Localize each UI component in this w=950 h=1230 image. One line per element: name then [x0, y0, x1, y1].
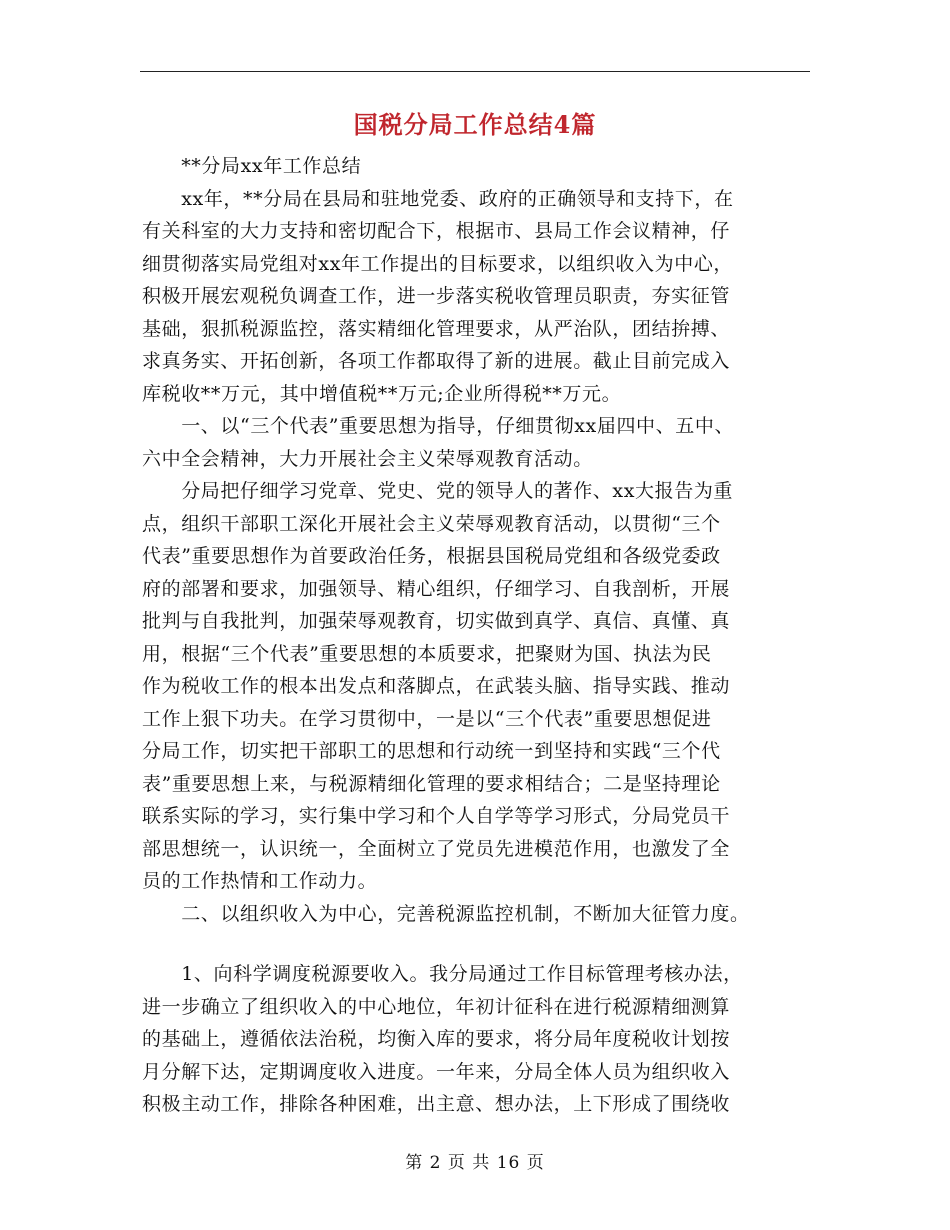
text-line: 点，组织干部职工深化开展社会主义荣辱观教育活动，以贯彻“三个 [142, 512, 721, 535]
text-line: 联系实际的学习，实行集中学习和个人自学等学习形式，分局党员干 [142, 805, 731, 827]
text-line: 部思想统一，认识统一，全面树立了党员先进模范作用，也激发了全 [142, 837, 731, 860]
text-line: 二、以组织收入为中心，完善税源监控机制，不断加大征管力度。 [142, 902, 750, 925]
text-line: 基础，狠抓税源监控，落实精细化管理要求，从严治队，团结拚搏、 [142, 317, 731, 340]
text-line: 1、向科学调度税源要收入。我分局通过工作目标管理考核办法， [142, 963, 743, 985]
text-line: 分局工作，切实把干部职工的思想和行动统一到坚持和实践“三个代 [142, 740, 721, 762]
text-line: 的基础上，遵循依法治税，均衡入库的要求，将分局年度税收计划按 [142, 1028, 731, 1050]
page-footer: 第 2 页 共 16 页 [405, 1153, 545, 1173]
text-line: 用，根据“三个代表”重要思想的本质要求，把聚财为国、执法为民 [142, 642, 712, 665]
text-line: **分局xx年工作总结 [142, 155, 362, 177]
text-line: 六中全会精神，大力开展社会主义荣辱观教育活动。 [142, 447, 593, 470]
text-line: 工作上狠下功夫。在学习贯彻中，一是以“三个代表”重要思想促进 [142, 707, 712, 730]
header-rule [140, 71, 810, 72]
text-line: 代表”重要思想作为首要政治任务，根据县国税局党组和各级党委政 [142, 545, 721, 567]
text-line: 求真务实、开拓创新，各项工作都取得了新的进展。截止目前完成入 [142, 350, 731, 372]
text-line: 员的工作热情和工作动力。 [142, 870, 378, 892]
text-line: 府的部署和要求，加强领导、精心组织，仔细学习、自我剖析，开展 [142, 577, 731, 600]
text-line: 积极主动工作，排除各种困难，出主意、想办法，上下形成了围绕收 [142, 1093, 731, 1115]
text-line: xx年，**分局在县局和驻地党委、政府的正确领导和支持下，在 [142, 187, 734, 210]
text-line: 月分解下达，定期调度收入进度。一年来，分局全体人员为组织收入 [142, 1060, 731, 1083]
text-line: 表”重要思想上来，与税源精细化管理的要求相结合；二是坚持理论 [142, 772, 721, 795]
text-line: 一、以“三个代表”重要思想为指导，仔细贯彻xx届四中、五中、 [142, 415, 735, 437]
document-body [142, 150, 822, 1121]
text-line: 作为税收工作的根本出发点和落脚点，在武装头脑、指导实践、推动 [142, 675, 731, 697]
document-title: 国税分局工作总结4篇 [353, 110, 597, 139]
text-line: 积极开展宏观税负调查工作，进一步落实税收管理员职责，夯实征管 [142, 285, 731, 307]
text-line: 进一步确立了组织收入的中心地位，年初计征科在进行税源精细测算 [142, 995, 731, 1018]
text-line: 细贯彻落实局党组对xx年工作提出的目标要求，以组织收入为中心， [142, 252, 734, 275]
text-line: 分局把仔细学习党章、党史、党的领导人的著作、xx大报告为重 [142, 480, 734, 502]
text-line: 库税收**万元，其中增值税**万元;企业所得税**万元。 [142, 382, 622, 405]
text-line: 批判与自我批判，加强荣辱观教育，切实做到真学、真信、真懂、真 [142, 610, 731, 632]
paragraph-gap [142, 930, 822, 958]
text-line: 有关科室的大力支持和密切配合下，根据市、县局工作会议精神，仔 [142, 220, 731, 242]
